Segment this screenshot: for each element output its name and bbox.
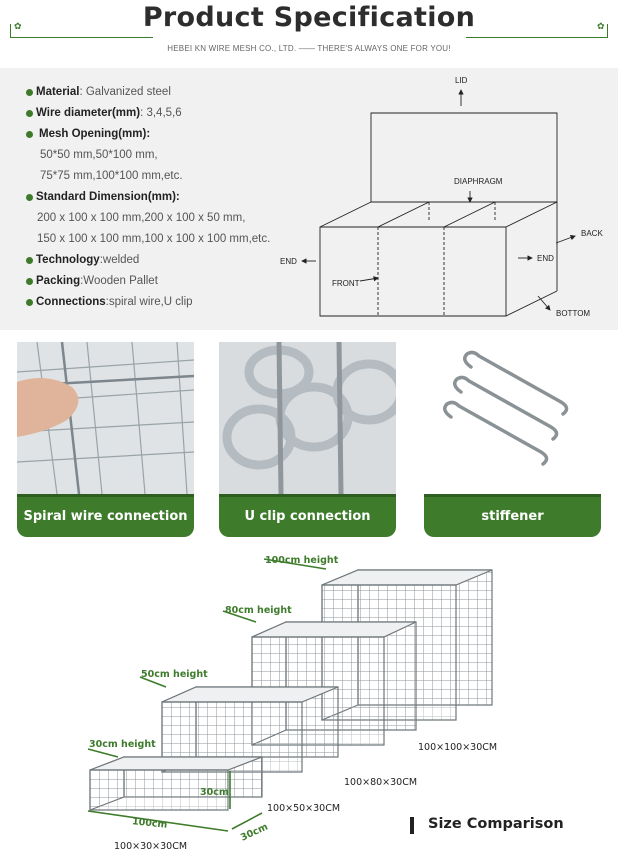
page-title: Product Specification [142,2,476,33]
spiral-wire-photo [17,342,194,494]
dim-depth: 30cm [239,821,270,844]
title-rule-right [466,37,608,38]
front-panel [320,227,506,316]
spec-label: Packing [36,275,81,287]
spec-value: 75*75 mm,100*100 mm,etc. [40,170,183,182]
spec-panel [0,68,618,330]
bullet-icon [26,110,33,117]
u-clip-photo [219,342,396,494]
spec-label: Mesh Opening(mm): [39,128,151,140]
bullet-icon [26,257,33,264]
spec-label: Wire diameter(mm) [36,107,141,119]
lid-panel [371,113,557,202]
feature-banner-spiral: Spiral wire connection [17,497,194,537]
label-bottom: BOTTOM [556,309,591,318]
spec-value: : 3,4,5,6 [140,107,182,119]
spec-label: Connections [36,296,106,308]
spec-value: 50*50 mm,50*100 mm, [40,149,158,161]
leaf-icon: ✿ [14,21,22,31]
spec-value: 150 x 100 x 100 mm,100 x 100 x 100 mm,etc. [37,233,271,245]
height-label-100: 100cm height [265,555,339,566]
size-comparison [0,545,618,859]
bullet-icon [26,194,33,201]
size-label-80: 100×80×30CM [344,777,418,788]
size-label-50: 100×50×30CM [267,803,341,814]
label-front: FRONT [332,279,360,288]
height-label-50: 50cm height [141,669,208,680]
height-label-80: 80cm height [225,605,292,616]
gabion-diagram [270,68,618,330]
rule-tick-right [607,24,608,38]
feature-banner-stiffener: stiffener [424,497,601,537]
label-end-left: END [280,257,297,266]
bullet-icon [26,299,33,306]
spec-value: :welded [99,254,140,266]
stiffener-photo [421,342,598,494]
size-comparison-title: Size Comparison [428,816,564,832]
page-subtitle: HEBEI KN WIRE MESH CO., LTD. —— THERE'S ALWAYS ONE FOR YOU! [167,44,451,53]
spec-value: 200 x 100 x 100 mm,200 x 100 x 50 mm, [37,212,246,224]
spec-value: : Galvanized steel [79,86,171,98]
spec-label: Technology [36,254,100,266]
label-diaphragm: DIAPHRAGM [454,177,503,186]
title-rule-left [10,37,153,38]
label-back: BACK [581,229,603,238]
title-bar-icon [410,817,414,834]
bullet-icon [26,89,33,96]
page-header [0,0,618,68]
spec-label: Standard Dimension(mm): [36,191,180,203]
size-label-100: 100×100×30CM [418,742,498,753]
feature-banner-uclip: U clip connection [219,497,396,537]
dim-height: 30cm [200,787,229,798]
height-label-30: 30cm height [89,739,156,750]
rule-tick-left [10,24,11,38]
label-lid: LID [455,76,468,85]
size-label-30: 100×30×30CM [114,841,188,852]
bullet-icon [26,131,33,138]
leaf-icon: ✿ [597,21,605,31]
spec-value: :spiral wire,U clip [105,296,193,308]
bullet-icon [26,278,33,285]
spec-label: Material [36,86,80,98]
spec-value: :Wooden Pallet [80,275,158,287]
dim-length: 100cm [131,816,168,831]
label-end-right: END [537,254,554,263]
